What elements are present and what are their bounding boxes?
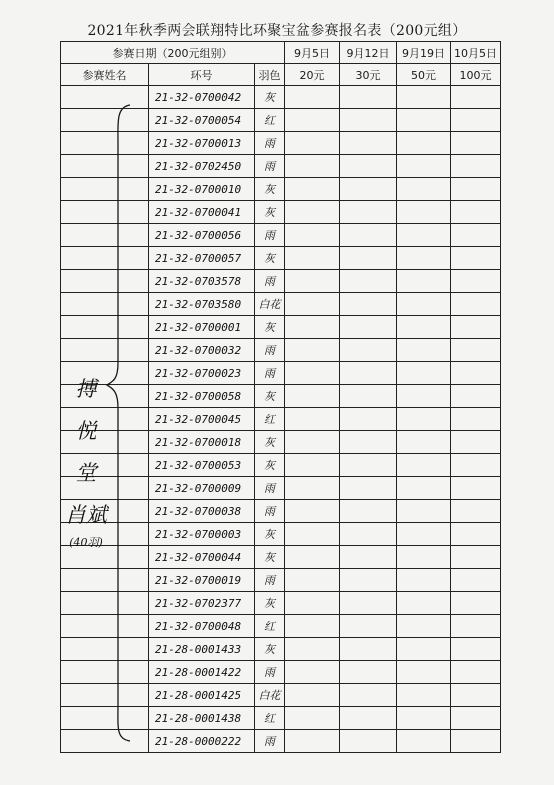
ring-number-cell: 21-32-0703580: [149, 293, 255, 316]
ring-number-cell: 21-32-0700038: [149, 500, 255, 523]
entry-box-cell: [397, 339, 451, 362]
plumage-color-cell: 灰: [255, 523, 285, 546]
entry-box-cell: [451, 684, 501, 707]
plumage-color-cell: 灰: [255, 592, 285, 615]
fee-cell: 50元: [397, 64, 451, 86]
entry-box-cell: [285, 201, 340, 224]
plumage-color-cell: 雨: [255, 362, 285, 385]
plumage-color-cell: 雨: [255, 155, 285, 178]
entry-box-cell: [340, 178, 397, 201]
entry-box-cell: [397, 224, 451, 247]
entry-box-cell: [397, 454, 451, 477]
entry-box-cell: [397, 178, 451, 201]
entry-box-cell: [285, 431, 340, 454]
entry-box-cell: [451, 523, 501, 546]
plumage-color-cell: 灰: [255, 316, 285, 339]
entry-box-cell: [340, 523, 397, 546]
entry-box-cell: [285, 385, 340, 408]
header-row-dates: [61, 42, 501, 64]
entry-box-cell: [340, 592, 397, 615]
entry-box-cell: [451, 155, 501, 178]
entry-box-cell: [340, 109, 397, 132]
entry-box-cell: [397, 684, 451, 707]
plumage-color-cell: 红: [255, 408, 285, 431]
entry-box-cell: [397, 408, 451, 431]
plumage-color-cell: 雨: [255, 500, 285, 523]
entry-box-cell: [285, 730, 340, 753]
date-label-cell: 参赛日期（200元组别）: [61, 42, 285, 64]
ring-number-cell: 21-32-0700023: [149, 362, 255, 385]
bird-count: (40羽): [69, 536, 103, 549]
entry-box-cell: [340, 408, 397, 431]
plumage-color-cell: 雨: [255, 339, 285, 362]
ring-number-cell: 21-32-0700058: [149, 385, 255, 408]
entry-box-cell: [451, 132, 501, 155]
entry-box-cell: [451, 707, 501, 730]
entry-box-cell: [451, 546, 501, 569]
entry-box-cell: [340, 454, 397, 477]
ring-number-cell: 21-32-0700053: [149, 454, 255, 477]
entry-box-cell: [397, 569, 451, 592]
entry-box-cell: [397, 270, 451, 293]
entry-box-cell: [340, 270, 397, 293]
entry-box-cell: [451, 86, 501, 109]
ring-number-cell: 21-32-0700013: [149, 132, 255, 155]
plumage-color-cell: 雨: [255, 477, 285, 500]
participant-name-char: 堂: [75, 461, 97, 485]
ring-number-cell: 21-28-0001433: [149, 638, 255, 661]
entry-box-cell: [451, 454, 501, 477]
ring-number-cell: 21-32-0703578: [149, 270, 255, 293]
ring-number-cell: 21-32-0700001: [149, 316, 255, 339]
plumage-color-cell: 灰: [255, 431, 285, 454]
entry-box-cell: [285, 477, 340, 500]
entry-box-cell: [285, 638, 340, 661]
entry-box-cell: [285, 362, 340, 385]
entry-box-cell: [397, 385, 451, 408]
plumage-color-cell: 灰: [255, 247, 285, 270]
entry-box-cell: [397, 523, 451, 546]
entry-box-cell: [285, 661, 340, 684]
form-title: 2021年秋季两会联翔特比环聚宝盆参赛报名表（200元组）: [87, 23, 467, 39]
entry-box-cell: [397, 201, 451, 224]
plumage-color-cell: 红: [255, 707, 285, 730]
plumage-color-cell: 灰: [255, 546, 285, 569]
entry-box-cell: [397, 155, 451, 178]
entry-box-cell: [451, 339, 501, 362]
entry-box-cell: [285, 178, 340, 201]
plumage-color-cell: 雨: [255, 270, 285, 293]
entry-box-cell: [340, 546, 397, 569]
entry-box-cell: [340, 339, 397, 362]
entry-box-cell: [285, 592, 340, 615]
ring-number-cell: 21-32-0700044: [149, 546, 255, 569]
entry-box-cell: [285, 293, 340, 316]
ring-number-cell: 21-32-0700032: [149, 339, 255, 362]
fee-cell: 100元: [451, 64, 501, 86]
plumage-color-cell: 雨: [255, 730, 285, 753]
ring-number-cell: 21-28-0001425: [149, 684, 255, 707]
header-row-columns: [61, 64, 501, 86]
entry-box-cell: [285, 339, 340, 362]
entry-box-cell: [397, 661, 451, 684]
plumage-color-cell: 雨: [255, 224, 285, 247]
entry-box-cell: [451, 247, 501, 270]
ring-number-cell: 21-28-0001438: [149, 707, 255, 730]
entry-box-cell: [397, 132, 451, 155]
entry-box-cell: [285, 454, 340, 477]
entry-box-cell: [285, 707, 340, 730]
plumage-color-cell: 灰: [255, 385, 285, 408]
entry-box-cell: [340, 500, 397, 523]
entry-box-cell: [451, 362, 501, 385]
entry-box-cell: [451, 224, 501, 247]
entry-box-cell: [285, 408, 340, 431]
ring-number-cell: 21-32-0702450: [149, 155, 255, 178]
plumage-color-cell: 雨: [255, 569, 285, 592]
ring-number-cell: 21-32-0700057: [149, 247, 255, 270]
entry-box-cell: [397, 362, 451, 385]
entry-box-cell: [451, 730, 501, 753]
fee-cell: 20元: [285, 64, 340, 86]
entry-box-cell: [397, 546, 451, 569]
ring-number-cell: 21-32-0700010: [149, 178, 255, 201]
entry-box-cell: [285, 155, 340, 178]
entry-box-cell: [397, 86, 451, 109]
participant-name-char: 搏: [75, 377, 97, 401]
entry-box-cell: [340, 86, 397, 109]
date-cell: 9月19日: [397, 42, 451, 64]
plumage-color-cell: 白花: [255, 293, 285, 316]
entry-box-cell: [285, 86, 340, 109]
entry-box-cell: [340, 155, 397, 178]
entry-box-cell: [397, 109, 451, 132]
entry-box-cell: [285, 109, 340, 132]
entry-box-cell: [285, 569, 340, 592]
entry-box-cell: [285, 523, 340, 546]
entry-box-cell: [285, 316, 340, 339]
entry-box-cell: [451, 408, 501, 431]
entry-box-cell: [451, 592, 501, 615]
date-cell: 9月5日: [285, 42, 340, 64]
plumage-color-cell: 灰: [255, 86, 285, 109]
entry-box-cell: [340, 707, 397, 730]
entry-box-cell: [340, 638, 397, 661]
participant-name: [60, 368, 112, 552]
plumage-color-cell: 灰: [255, 638, 285, 661]
entry-box-cell: [340, 684, 397, 707]
entry-box-cell: [397, 431, 451, 454]
entry-box-cell: [397, 615, 451, 638]
date-cell: 9月12日: [340, 42, 397, 64]
entry-box-cell: [340, 431, 397, 454]
entry-box-cell: [340, 224, 397, 247]
entry-box-cell: [451, 615, 501, 638]
entry-box-cell: [285, 132, 340, 155]
name-column-header: 参赛姓名: [61, 64, 149, 86]
ring-column-header: 环号: [149, 64, 255, 86]
ring-number-cell: 21-32-0700019: [149, 569, 255, 592]
entry-box-cell: [397, 477, 451, 500]
entry-box-cell: [340, 477, 397, 500]
entry-box-cell: [340, 569, 397, 592]
entry-box-cell: [397, 293, 451, 316]
entry-box-cell: [340, 247, 397, 270]
entry-box-cell: [451, 178, 501, 201]
entry-box-cell: [340, 730, 397, 753]
ring-number-cell: 21-28-0001422: [149, 661, 255, 684]
entry-box-cell: [451, 270, 501, 293]
entry-box-cell: [285, 500, 340, 523]
entry-box-cell: [397, 316, 451, 339]
entry-box-cell: [340, 661, 397, 684]
entry-box-cell: [285, 546, 340, 569]
ring-number-cell: 21-32-0700042: [149, 86, 255, 109]
entry-box-cell: [451, 500, 501, 523]
plumage-color-cell: 红: [255, 109, 285, 132]
entry-box-cell: [285, 247, 340, 270]
entry-box-cell: [397, 592, 451, 615]
entry-box-cell: [451, 316, 501, 339]
ring-number-cell: 21-32-0700048: [149, 615, 255, 638]
entry-box-cell: [451, 569, 501, 592]
entry-box-cell: [397, 247, 451, 270]
color-column-header: 羽色: [255, 64, 285, 86]
ring-number-cell: 21-32-0700054: [149, 109, 255, 132]
plumage-color-cell: 雨: [255, 132, 285, 155]
entry-box-cell: [451, 109, 501, 132]
ring-number-cell: 21-32-0700045: [149, 408, 255, 431]
plumage-color-cell: 灰: [255, 178, 285, 201]
entry-box-cell: [451, 661, 501, 684]
entry-box-cell: [397, 500, 451, 523]
entry-box-cell: [397, 638, 451, 661]
participant-name-char: 悦: [75, 419, 97, 443]
entry-box-cell: [340, 293, 397, 316]
plumage-color-cell: 灰: [255, 454, 285, 477]
ring-number-cell: 21-32-0700018: [149, 431, 255, 454]
entry-box-cell: [340, 362, 397, 385]
entry-box-cell: [451, 293, 501, 316]
entry-box-cell: [451, 638, 501, 661]
plumage-color-cell: 灰: [255, 201, 285, 224]
plumage-color-cell: 红: [255, 615, 285, 638]
plumage-color-cell: 雨: [255, 661, 285, 684]
entry-box-cell: [340, 132, 397, 155]
entry-box-cell: [340, 615, 397, 638]
entry-box-cell: [285, 270, 340, 293]
ring-number-cell: 21-32-0700009: [149, 477, 255, 500]
entry-box-cell: [397, 707, 451, 730]
entry-box-cell: [397, 730, 451, 753]
entry-box-cell: [340, 201, 397, 224]
plumage-color-cell: 白花: [255, 684, 285, 707]
ring-number-cell: 21-32-0700056: [149, 224, 255, 247]
fee-cell: 30元: [340, 64, 397, 86]
entry-box-cell: [451, 431, 501, 454]
entry-box-cell: [340, 316, 397, 339]
participant-name-char: 肖斌: [65, 503, 107, 527]
entry-box-cell: [451, 201, 501, 224]
ring-number-cell: 21-32-0700041: [149, 201, 255, 224]
entry-box-cell: [285, 224, 340, 247]
date-cell: 10月5日: [451, 42, 501, 64]
ring-number-cell: 21-32-0700003: [149, 523, 255, 546]
entry-box-cell: [451, 385, 501, 408]
entry-box-cell: [451, 477, 501, 500]
entry-box-cell: [340, 385, 397, 408]
ring-number-cell: 21-32-0702377: [149, 592, 255, 615]
ring-number-cell: 21-28-0000222: [149, 730, 255, 753]
entry-box-cell: [285, 615, 340, 638]
entry-box-cell: [285, 684, 340, 707]
